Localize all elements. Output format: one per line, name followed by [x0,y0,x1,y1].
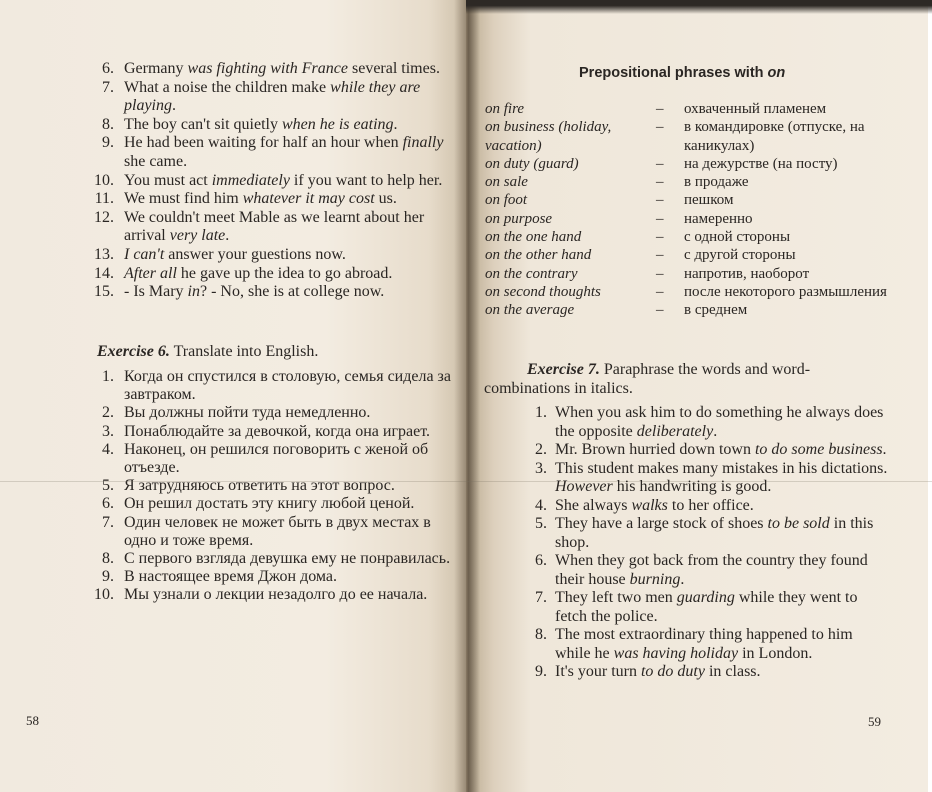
item-italic-text: immediately [211,171,290,189]
item-number: 8. [102,115,114,133]
phrase-row [485,118,905,155]
phrase-russian: намеренно [684,210,753,227]
phrase-row [485,155,905,173]
page-number-left: 58 [26,713,39,728]
item-italic-text: when he is eating [281,115,394,133]
phrase-dash: – [656,174,664,191]
phrase-dash: – [656,101,664,117]
phrase-russian: на дежурстве (на посту) [684,155,838,172]
page-number-right: 59 [868,714,881,729]
phrase-english: on sale [485,174,528,191]
item-text-end: in this shop. [555,515,874,551]
paraphrase-item [531,589,891,626]
item-text: Вы должны пойти туда немедленно. [124,404,371,422]
item-text-end: his handwriting is good. [612,478,772,495]
book-gutter [454,0,480,792]
translation-item [100,550,452,568]
exercise-6-label: Exercise 6. [97,343,170,360]
translation-item [100,568,452,586]
item-number: 8. [102,550,114,568]
phrase-english: on the contrary [485,265,578,282]
phrase-english: on business (holiday, vacation) [485,119,612,154]
phrase-dash: – [656,247,664,264]
item-text: It's your turn [555,663,641,680]
item-number: 9. [102,568,114,586]
item-number: 6. [102,495,114,513]
item-text-end: . [882,441,887,458]
phrase-russian: в командировке (отпуске, на каникулах) [684,119,865,154]
item-text: Один человек не может быть в двух местах в одно и тоже время. [124,513,431,549]
section-title-main: Prepositional phrases with [579,65,768,81]
translation-item [100,404,452,422]
item-number: 7. [535,589,547,606]
phrase-russian: пешком [684,192,734,209]
item-text: В настоящее время Джон дома. [124,568,338,586]
item-number: 10. [94,586,114,604]
item-number: 3. [102,422,114,440]
item-text: He had been waiting for half an hour when [124,134,403,152]
phrase-english: on foot [485,192,528,209]
item-text-end: in London. [738,644,813,662]
sentence-item [94,283,452,302]
item-number: 9. [535,663,547,680]
item-number: 5. [102,477,114,495]
item-number: 2. [535,441,547,458]
item-number: 9. [102,134,114,152]
item-italic-text: to do duty [640,663,705,680]
item-text: Наконец, он решился поговорить с женой об отъезде. [124,440,429,477]
paraphrase-item [531,515,891,552]
phrase-row [485,246,905,264]
exercise-7-label: Exercise 7. [527,361,600,378]
item-number: 10. [94,171,114,189]
paraphrase-list [531,404,891,682]
item-text: You must act [124,171,212,189]
item-number: 3. [535,459,547,477]
sentence-item [100,60,452,79]
item-number: 7. [102,78,114,96]
paraphrase-item [531,441,891,460]
item-number: 15. [94,283,114,301]
sentence-item [94,245,452,265]
item-italic-text: However [555,478,613,495]
phrase-dash: – [656,119,664,136]
sentence-item [94,190,452,209]
phrase-row [485,100,905,118]
item-text-end: in class. [704,663,761,680]
paraphrase-item [531,460,891,497]
item-text: Mr. Brown hurried down town [555,441,755,458]
item-italic-text: After all [124,264,177,282]
item-text: We must find him [124,190,243,208]
translation-item [100,441,452,477]
sentence-item [94,171,452,191]
translation-item [100,477,452,495]
sentence-item [100,134,452,171]
phrase-dash: – [656,210,664,227]
phrase-russian: в продаже [684,174,749,191]
item-text-end: . [225,227,230,245]
phrase-row [485,173,905,191]
paraphrase-item [531,552,891,589]
item-italic-text: whatever it may cost [242,190,375,208]
paraphrase-item [531,497,891,516]
item-text: С первого взгляда девушка ему не понравилась. [124,550,451,568]
item-number: 14. [94,264,114,282]
exercise-6-heading [97,343,318,361]
phrase-dash: – [656,283,664,300]
item-text: Germany [124,60,188,77]
sentence-item [100,116,452,135]
item-text: Он решил достать эту книгу любой ценой. [124,495,415,513]
phrase-english: on the other hand [485,247,592,264]
section-title-em: on [767,65,786,81]
item-italic-text: very late [169,227,226,245]
item-text: Мы узнали о лекции незадолго до ее начала. [124,586,428,604]
translation-item [100,495,452,513]
phrase-dash: – [656,302,664,319]
item-text: What a noise the children make [124,78,331,96]
item-italic-text: to do some business [754,441,883,458]
translation-item [100,368,452,404]
exercise-6-instruction: Translate into English. [169,343,319,360]
phrase-row [485,265,905,283]
phrase-english: on purpose [485,210,553,227]
item-italic-text: finally [402,134,444,152]
translation-item [100,423,452,441]
exercise-7-heading [484,360,889,398]
item-text-end: while they went to fetch the police. [555,589,858,625]
item-text-end: us. [374,190,397,208]
english-sentence-list [94,60,452,302]
phrase-row [485,210,905,228]
item-number: 13. [94,245,114,263]
item-text: - Is Mary [124,283,188,301]
paraphrase-item [531,626,891,663]
item-text: When they got back from the country they found their house [555,552,868,588]
phrase-russian: охваченный пламенем [684,101,827,117]
item-text: The boy can't sit quietly [124,115,282,133]
section-title [579,65,785,81]
phrase-row [485,283,905,301]
item-number: 1. [535,404,547,421]
phrase-russian: после некоторого размышления [684,283,887,300]
item-text: She always [555,496,632,514]
phrase-english: on fire [485,101,525,117]
item-text-end: answer your guestions now. [164,245,346,263]
item-italic-text: to be sold [767,515,830,532]
item-number: 7. [102,513,114,531]
item-italic-text: while they are playing [124,78,421,115]
item-italic-text: deliberately [636,422,714,440]
item-text-end: she came. [124,152,188,170]
item-italic-text: guarding [676,589,735,606]
item-text: We couldn't meet Mable as we learnt about her arrival [124,208,425,245]
item-number: 6. [535,552,547,569]
translation-item [94,586,452,604]
item-italic-text: was having holiday [613,644,739,662]
phrase-russian: напротив, наоборот [684,265,810,282]
item-italic-text: burning [629,570,681,588]
phrase-russian: в среднем [684,302,748,319]
phrase-russian: с другой стороны [684,247,796,264]
item-text-end: if you want to help her. [289,171,443,189]
item-number: 4. [535,496,547,514]
item-text-end: ? - No, she is at college now. [200,283,385,301]
sentence-item [100,79,452,116]
item-text: The most extraordinary thing happened to him while he [555,626,853,662]
russian-sentence-list [94,368,452,605]
phrase-dash: – [656,229,664,246]
phrase-english: on the average [485,302,575,319]
phrase-russian: с одной стороны [684,229,791,246]
item-text: They have a large stock of shoes [555,515,768,532]
item-text: Я затрудняюсь ответить на этот вопрос. [124,477,395,495]
phrase-english: on the one hand [485,229,582,246]
item-number: 5. [535,515,547,532]
item-text-end: . [393,115,398,133]
item-italic-text: in [187,283,200,301]
item-text: When you ask him to do something he always does the opposite [555,404,884,440]
item-text-end: . [680,570,685,588]
item-number: 2. [102,404,114,422]
item-text: They left two men [555,589,677,606]
item-number: 4. [102,440,114,458]
item-text: This student makes many mistakes in his dictations. [555,459,888,477]
phrase-dash: – [656,192,664,209]
sentence-item [94,264,452,284]
item-number: 1. [102,368,114,385]
exercise-7-instruction: Paraphrase the words and word-combinations in italics. [484,361,811,397]
item-italic-text: walks [631,496,668,514]
item-text-end: to her office. [667,496,754,514]
paraphrase-item [531,663,891,682]
item-italic-text: was fighting with France [187,60,348,77]
item-number: 8. [535,626,547,643]
item-text-end: several times. [347,60,440,77]
item-italic-text: I can't [124,245,165,263]
phrase-table [485,100,905,320]
translation-item [100,514,452,550]
paraphrase-item [531,404,891,441]
page-edge-shadow [466,0,932,14]
item-text: Когда он спустился в столовую, семья сидела за завтраком. [124,368,451,404]
item-text-end: . [172,97,176,115]
phrase-row [485,301,905,319]
phrase-row [485,228,905,246]
item-number: 12. [94,208,114,226]
item-number: 6. [102,60,114,77]
sentence-item [94,208,452,246]
phrase-row [485,191,905,209]
item-text-end: . [713,422,718,440]
item-text: Понаблюдайте за девочкой, когда она играет. [124,422,430,440]
item-text-end: he gave up the idea to go abroad. [176,264,393,282]
item-number: 11. [94,190,114,208]
phrase-english: on duty (guard) [485,155,579,172]
phrase-english: on second thoughts [485,283,601,300]
phrase-dash: – [656,265,664,282]
phrase-dash: – [656,155,664,172]
